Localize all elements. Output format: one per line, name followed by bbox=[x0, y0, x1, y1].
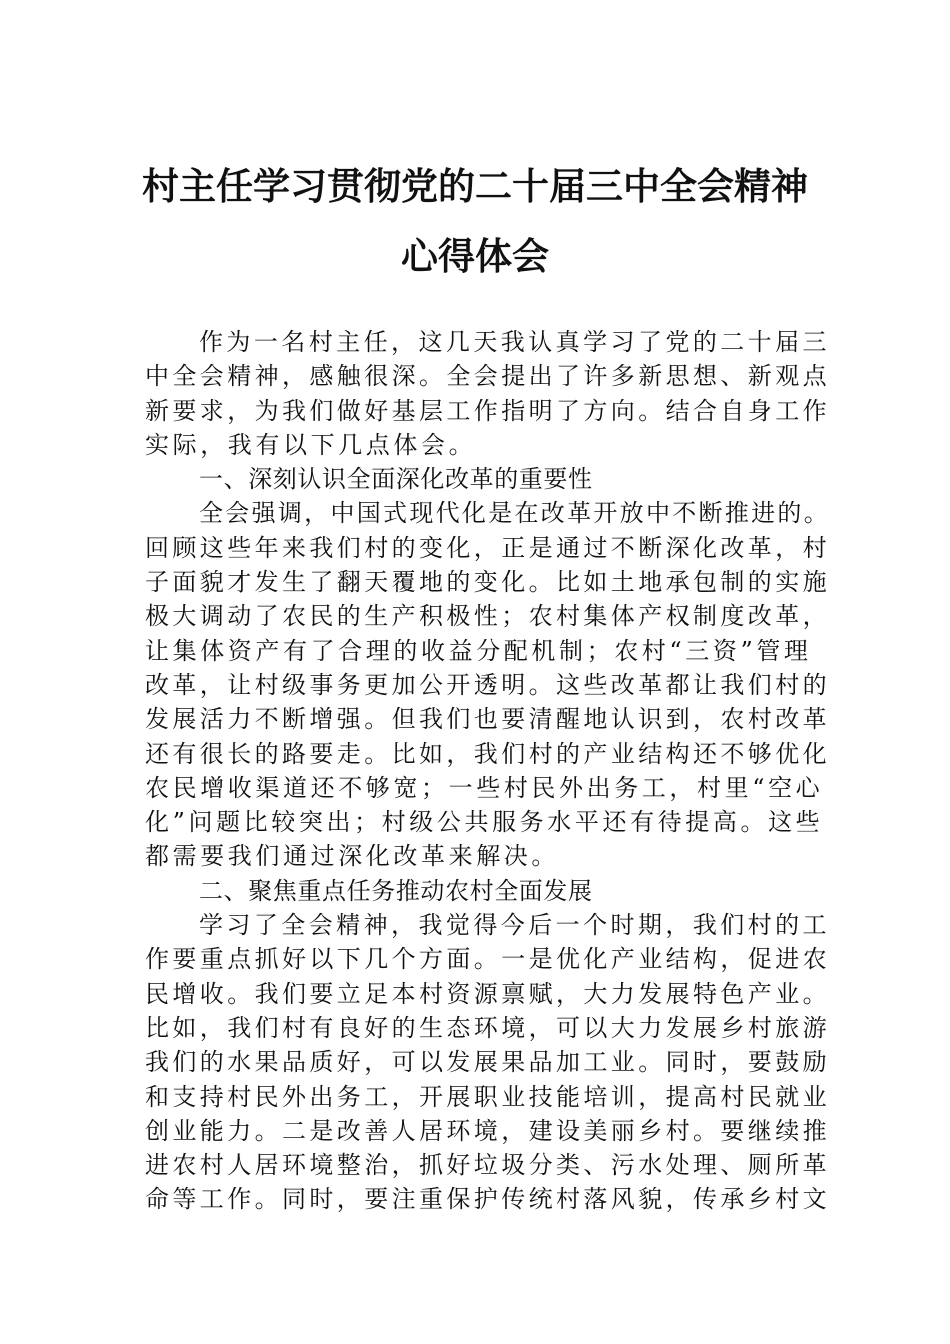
body-text-line: 农民增收渠道还不够宽；一些村民外出务工，村里“空心 bbox=[145, 773, 824, 802]
body-text-line: 作为一名村主任，这几天我认真学习了党的二十届三 bbox=[199, 328, 830, 356]
document-body bbox=[145, 325, 830, 1217]
body-text-line: 化”问题比较突出；村级公共服务水平还有待提高。这些 bbox=[145, 808, 824, 837]
body-text-line: 比如，我们村有良好的生态环境，可以大力发展乡村旅游 bbox=[145, 1013, 830, 1042]
body-text-line: 全会强调，中国式现代化是在改革开放中不断推进的。 bbox=[199, 499, 830, 528]
body-text-line: 进农村人居环境整治，抓好垃圾分类、污水处理、厕所革 bbox=[145, 1151, 830, 1180]
body-text-line: 回顾这些年来我们村的变化，正是通过不断深化改革，村 bbox=[145, 533, 830, 562]
section-heading: 一、深刻认识全面深化改革的重要性 bbox=[199, 465, 593, 494]
body-text-line: 还有很长的路要走。比如，我们村的产业结构还不够优化 bbox=[145, 739, 830, 768]
body-text-line: 极大调动了农民的生产积极性；农村集体产权制度改革， bbox=[145, 602, 830, 631]
body-text-line: 作要重点抓好以下几个方面。一是优化产业结构，促进农 bbox=[145, 945, 830, 974]
body-text-line: 改革，让村级事务更加公开透明。这些改革都让我们村的 bbox=[145, 670, 830, 699]
body-text-line: 发展活力不断增强。但我们也要清醒地认识到，农村改革 bbox=[145, 705, 830, 734]
body-text-line: 和支持村民外出务工，开展职业技能培训，提高村民就业 bbox=[145, 1082, 830, 1111]
body-text-line: 学习了全会精神，我觉得今后一个时期，我们村的工 bbox=[199, 911, 830, 940]
body-text-line: 我们的水果品质好，可以发展果品加工业。同时，要鼓励 bbox=[145, 1048, 830, 1077]
body-text-line: 民增收。我们要立足本村资源禀赋，大力发展特色产业。 bbox=[145, 979, 830, 1008]
body-text-line: 子面貌才发生了翻天覆地的变化。比如土地承包制的实施 bbox=[145, 568, 830, 597]
body-text-line: 中全会精神，感触很深。全会提出了许多新思想、新观点 bbox=[145, 362, 830, 391]
body-text-line: 创业能力。二是改善人居环境，建设美丽乡村。要继续推 bbox=[145, 1116, 830, 1145]
body-text-line: 让集体资产有了合理的收益分配机制；农村“三资”管理 bbox=[145, 636, 812, 665]
section-heading: 二、聚焦重点任务推动农村全面发展 bbox=[199, 876, 593, 905]
body-text-line: 实际，我有以下几点体会。 bbox=[145, 430, 477, 459]
document-title-line-2: 心得体会 bbox=[401, 234, 549, 278]
body-text-line: 命等工作。同时，要注重保护传统村落风貌，传承乡村文 bbox=[145, 1185, 830, 1214]
body-text-line: 都需要我们通过深化改革来解决。 bbox=[145, 842, 559, 871]
body-text-line: 新要求，为我们做好基层工作指明了方向。结合自身工作 bbox=[145, 396, 830, 425]
document-title-line-1: 村主任学习贯彻党的二十届三中全会精神 bbox=[142, 164, 808, 208]
